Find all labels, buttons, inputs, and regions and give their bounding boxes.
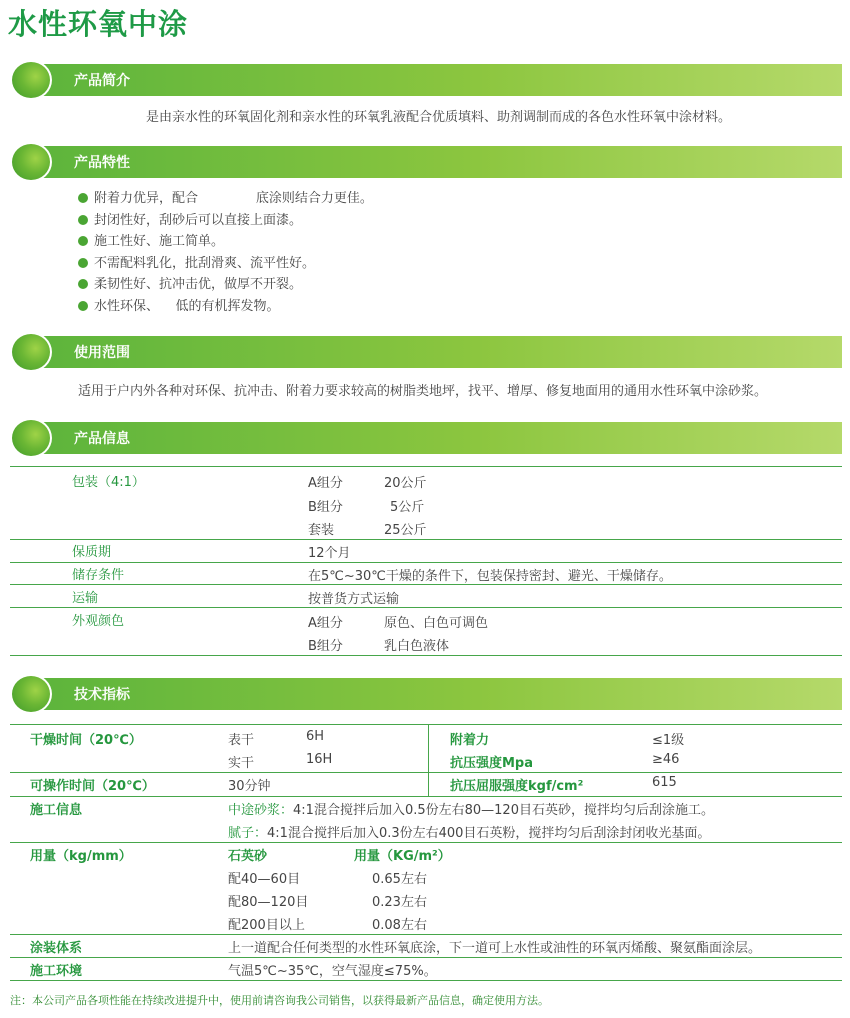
pot-life-label: 可操作时间（20℃）: [30, 779, 155, 794]
section-title-product-info: 产品信息: [74, 431, 130, 447]
coating-system-value: 上一道配合任何类型的水性环氧底涂，下一道可上水性或油性的环氧丙烯酸、聚氨酯面涂层。: [228, 941, 762, 956]
application-mortar: [228, 799, 714, 818]
compress-value: ≥46: [652, 752, 680, 767]
packaging-part: B组分: [308, 500, 343, 515]
bullet-dot-icon: [78, 258, 88, 268]
list-item-text: 水性环保、 低的有机挥发物。: [94, 298, 280, 314]
dry-hard-value: 16H: [306, 752, 333, 767]
application-label: 施工信息: [30, 803, 83, 818]
list-item: [78, 274, 373, 296]
shelf-label: 保质期: [72, 545, 112, 560]
section-header-tech: [10, 674, 842, 714]
environment-label: 施工环境: [30, 964, 83, 979]
table-rule: [10, 724, 842, 725]
table-rule: [10, 934, 842, 935]
table-rule: [10, 539, 842, 540]
green-circle-icon: [10, 418, 52, 458]
dry-time-label: 干燥时间（20℃）: [30, 733, 142, 748]
transport-label: 运输: [72, 591, 99, 606]
section-title-scope: 使用范围: [74, 345, 130, 361]
section-band: [30, 336, 842, 368]
list-item-text: 施工性好、施工简单。: [94, 234, 225, 249]
section-header-scope: [10, 332, 842, 372]
adhesion-value: ≤1级: [652, 733, 685, 748]
usage-sand: 配40—60目: [228, 872, 301, 887]
table-rule: [10, 772, 842, 773]
table-rule: [10, 796, 842, 797]
bullet-dot-icon: [78, 301, 88, 311]
environment-value: 气温5℃~35℃，空气湿度≤75%。: [228, 964, 437, 979]
scope-text: 适用于户内外各种对环保、抗冲击、附着力要求较高的树脂类地坪，找平、增厚、修复地面用的通用水性环氧中涂砂浆。: [78, 384, 768, 399]
bullet-dot-icon: [78, 215, 88, 225]
section-header-intro: [10, 60, 842, 100]
storage-label: 储存条件: [72, 568, 125, 583]
usage-header-sand: 石英砂: [228, 849, 268, 864]
bullet-dot-icon: [78, 236, 88, 246]
packaging-part: A组分: [308, 476, 343, 491]
packaging-amount: 25公斤: [384, 523, 427, 538]
usage-sand: 配200目以上: [228, 918, 305, 933]
green-circle-icon: [10, 142, 52, 182]
packaging-label: 包装（4:1）: [72, 475, 145, 490]
list-item-text: 不需配料乳化，批刮滑爽、流平性好。: [94, 255, 316, 271]
section-band: [30, 678, 842, 710]
list-item: [78, 188, 373, 210]
dry-hard-label: 实干: [228, 756, 255, 771]
list-item: [78, 210, 373, 232]
compress-label: 抗压强度Mpa: [450, 756, 534, 771]
table-column-rule: [428, 724, 429, 796]
usage-sand: 配80—120目: [228, 895, 309, 910]
intro-text: 是由亲水性的环氧固化剂和亲水性的环氧乳液配合优质填料、助剂调制而成的各色水性环氧中涂材料。: [146, 110, 732, 125]
flex-label: 抗压屈服强度kgf/cm²: [450, 779, 584, 794]
packaging-amount: 20公斤: [384, 476, 427, 491]
dry-surface-value: 6H: [306, 729, 325, 744]
mortar-label: 中途砂浆：: [228, 803, 294, 818]
packaging-part: 套装: [308, 523, 335, 538]
usage-amount: 0.23左右: [372, 895, 427, 910]
flex-value: 615: [652, 775, 677, 790]
list-item: [78, 296, 373, 318]
mortar-text: 4:1混合搅拌后加入0.5份左右80—120目石英砂，搅拌均匀后刮涂施工。: [293, 803, 714, 818]
table-rule: [10, 842, 842, 843]
color-label: 外观颜色: [72, 614, 125, 629]
table-rule: [10, 562, 842, 563]
usage-amount: 0.08左右: [372, 918, 427, 933]
table-rule: [10, 466, 842, 467]
adhesion-label: 附着力: [450, 733, 490, 748]
color-part: A组分: [308, 616, 343, 631]
packaging-amount: 5公斤: [390, 500, 425, 515]
page-title: 水性环氧中涂: [8, 7, 189, 41]
table-rule: [10, 655, 842, 656]
application-putty: [228, 822, 710, 841]
section-title-tech: 技术指标: [74, 687, 130, 703]
pot-life-value: 30分钟: [228, 779, 271, 794]
section-band: [30, 64, 842, 96]
usage-amount: 0.65左右: [372, 872, 427, 887]
bullet-dot-icon: [78, 193, 88, 203]
features-list: [78, 188, 373, 317]
color-value: 乳白色液体: [384, 639, 450, 654]
table-rule: [10, 607, 842, 608]
green-circle-icon: [10, 674, 52, 714]
list-item: [78, 231, 373, 253]
section-header-features: [10, 142, 842, 182]
coating-system-label: 涂装体系: [30, 941, 83, 956]
color-value: 原色、白色可调色: [384, 616, 489, 631]
putty-text: 4:1混合搅拌后加入0.3份左右400目石英粉，搅拌均匀后刮涂封闭收光基面。: [267, 826, 711, 841]
usage-label: 用量（kg/mm）: [30, 849, 132, 864]
dry-surface-label: 表干: [228, 733, 255, 748]
section-title-intro: 产品简介: [74, 73, 130, 89]
table-rule: [10, 957, 842, 958]
bullet-dot-icon: [78, 279, 88, 289]
section-title-features: 产品特性: [74, 155, 130, 171]
section-band: [30, 422, 842, 454]
list-item-text: 封闭性好，刮砂后可以直接上面漆。: [94, 212, 303, 228]
usage-header-amount: 用量（KG/m²）: [354, 849, 451, 864]
green-circle-icon: [10, 60, 52, 100]
color-part: B组分: [308, 639, 343, 654]
section-header-product-info: [10, 418, 842, 458]
shelf-value: 12个月: [308, 546, 351, 561]
footnote: 注：本公司产品各项性能在持续改进提升中，使用前请咨询我公司销售，以获得最新产品信息，确定使用方法。: [10, 994, 549, 1007]
table-rule: [10, 584, 842, 585]
list-item-text: 柔韧性好、抗冲击优，做厚不开裂。: [94, 277, 303, 292]
putty-label: 腻子：: [228, 826, 268, 841]
green-circle-icon: [10, 332, 52, 372]
list-item: [78, 253, 373, 275]
list-item-text: 附着力优异，配合 底涂则结合力更佳。: [94, 191, 373, 206]
transport-value: 按普货方式运输: [308, 592, 400, 607]
storage-value: 在5℃~30℃干燥的条件下，包装保持密封、避光、干燥储存。: [308, 569, 672, 584]
section-band: [30, 146, 842, 178]
table-rule: [10, 980, 842, 981]
